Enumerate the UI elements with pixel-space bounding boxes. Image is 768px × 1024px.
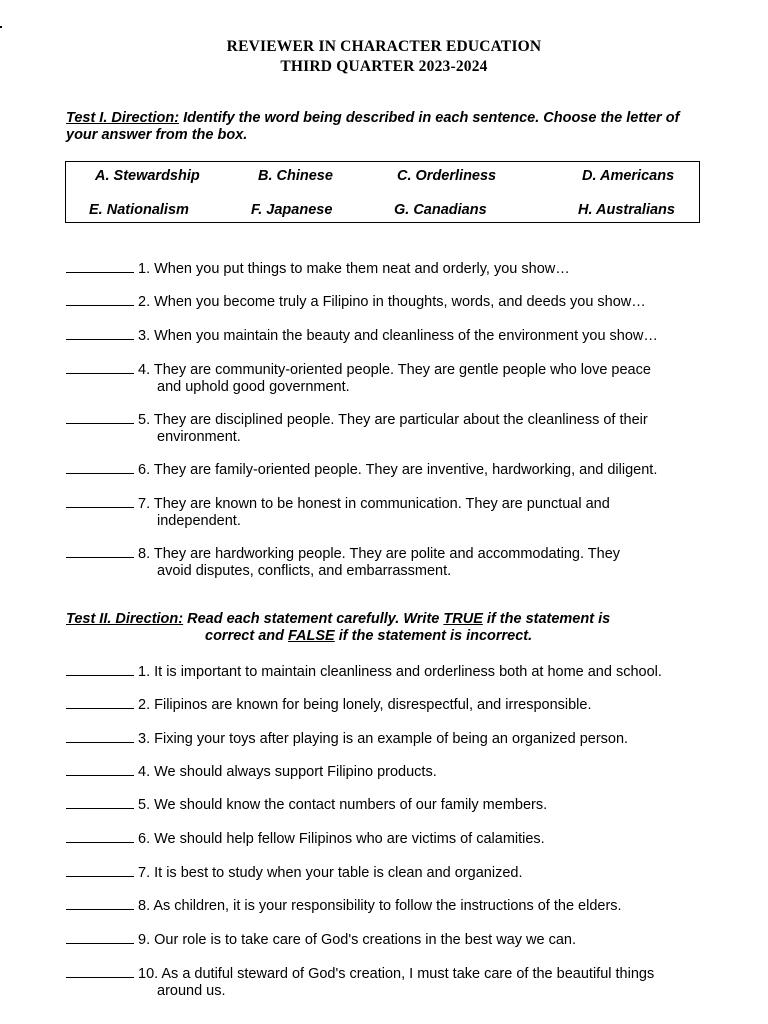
page-title: REVIEWER IN CHARACTER EDUCATION (226, 38, 542, 55)
item-text: 7. It is best to study when your table is clean and organized. (138, 865, 523, 881)
test2-item (66, 762, 706, 781)
answer-blank[interactable] (66, 494, 134, 508)
choice-h: H. Australians (578, 202, 675, 218)
item-text: 8. They are hardworking people. They are polite and accommodating. They (138, 546, 621, 562)
item-text: 3. When you maintain the beauty and cleanliness of the environment you show… (138, 328, 658, 344)
answer-blank[interactable] (66, 695, 134, 709)
choice-a: A. Stewardship (95, 168, 200, 184)
answer-blank[interactable] (66, 360, 134, 374)
test1-item (66, 460, 706, 479)
item-text: 9. Our role is to take care of God's creations in the best way we can. (138, 932, 576, 948)
test2-item (66, 695, 706, 714)
test2-direction-line2 (66, 628, 706, 645)
answer-blank[interactable] (66, 292, 134, 306)
scan-mark (0, 26, 2, 28)
test2-text-d: if the statement is incorrect. (334, 628, 533, 644)
answer-blank[interactable] (66, 460, 134, 474)
item-text: 3. Fixing your toys after playing is an example of being an organized person. (138, 731, 629, 747)
test1-item (66, 360, 706, 396)
test2-item (66, 662, 706, 681)
item-text-cont: independent. (157, 513, 241, 529)
item-text: 8. As children, it is your responsibility to follow the instructions of the elders. (138, 898, 622, 914)
item-text: 7. They are known to be honest in communication. They are punctual and (138, 496, 610, 512)
answer-blank[interactable] (66, 863, 134, 877)
test1-item (66, 410, 706, 446)
test2-text-b: if the statement is (482, 611, 611, 627)
test1-item (66, 494, 706, 530)
test2-item (66, 795, 706, 814)
test1-direction (66, 110, 706, 144)
answer-blank[interactable] (66, 544, 134, 558)
item-text: 2. Filipinos are known for being lonely, disrespectful, and irresponsible. (138, 697, 592, 713)
choice-f: F. Japanese (251, 202, 333, 218)
test2-item (66, 930, 706, 949)
test2-item (66, 863, 706, 882)
answer-blank[interactable] (66, 326, 134, 340)
test1-item (66, 292, 706, 311)
answer-blank[interactable] (66, 259, 134, 273)
item-text-cont: avoid disputes, conflicts, and embarrassment. (157, 563, 452, 579)
test1-item (66, 326, 706, 345)
item-text-cont: around us. (157, 983, 226, 999)
test2-text-c: correct and (205, 628, 288, 644)
answer-blank[interactable] (66, 964, 134, 978)
test2-item (66, 896, 706, 915)
answer-blank[interactable] (66, 410, 134, 424)
choice-g: G. Canadians (394, 202, 487, 218)
test2-item (66, 729, 706, 748)
answer-blank[interactable] (66, 729, 134, 743)
item-text: 4. They are community-oriented people. They are gentle people who love peace (138, 362, 651, 378)
item-text: 5. We should know the contact numbers of our family members. (138, 797, 548, 813)
answer-blank[interactable] (66, 662, 134, 676)
test1-label: Test I. Direction: (66, 110, 180, 126)
test1-text: Identify the word being described in each sentence. Choose the letter of your answer from the box. (66, 110, 680, 143)
answer-blank[interactable] (66, 829, 134, 843)
test1-item (66, 259, 706, 278)
item-text: 6. We should help fellow Filipinos who are victims of calamities. (138, 831, 545, 847)
choices-box (65, 161, 700, 223)
item-text: 10. As a dutiful steward of God's creation, I must take care of the beautiful things (138, 966, 655, 982)
answer-blank[interactable] (66, 762, 134, 776)
item-text: 1. When you put things to make them neat and orderly, you show… (138, 261, 570, 277)
test2-item (66, 964, 706, 1000)
item-text: 2. When you become truly a Filipino in thoughts, words, and deeds you show… (138, 294, 646, 310)
answer-blank[interactable] (66, 930, 134, 944)
test1-item (66, 544, 706, 580)
false-word: FALSE (288, 628, 335, 644)
choice-e: E. Nationalism (89, 202, 189, 218)
choice-d: D. Americans (582, 168, 675, 184)
answer-blank[interactable] (66, 795, 134, 809)
item-text: 6. They are family-oriented people. They are inventive, hardworking, and diligent. (138, 462, 658, 478)
choice-c: C. Orderliness (397, 168, 497, 184)
answer-blank[interactable] (66, 896, 134, 910)
true-word: TRUE (443, 611, 483, 627)
item-text-cont: and uphold good government. (157, 379, 350, 395)
item-text: 4. We should always support Filipino products. (138, 764, 437, 780)
test2-label: Test II. Direction: (66, 611, 184, 627)
page-subtitle: THIRD QUARTER 2023-2024 (280, 58, 488, 75)
test2-text-a: Read each statement carefully. Write (183, 611, 444, 627)
test2-direction (66, 611, 706, 645)
item-text: 5. They are disciplined people. They are particular about the cleanliness of their (138, 412, 648, 428)
item-text-cont: environment. (157, 429, 241, 445)
choice-b: B. Chinese (258, 168, 333, 184)
test2-item (66, 829, 706, 848)
item-text: 1. It is important to maintain cleanliness and orderliness both at home and school. (138, 664, 662, 680)
